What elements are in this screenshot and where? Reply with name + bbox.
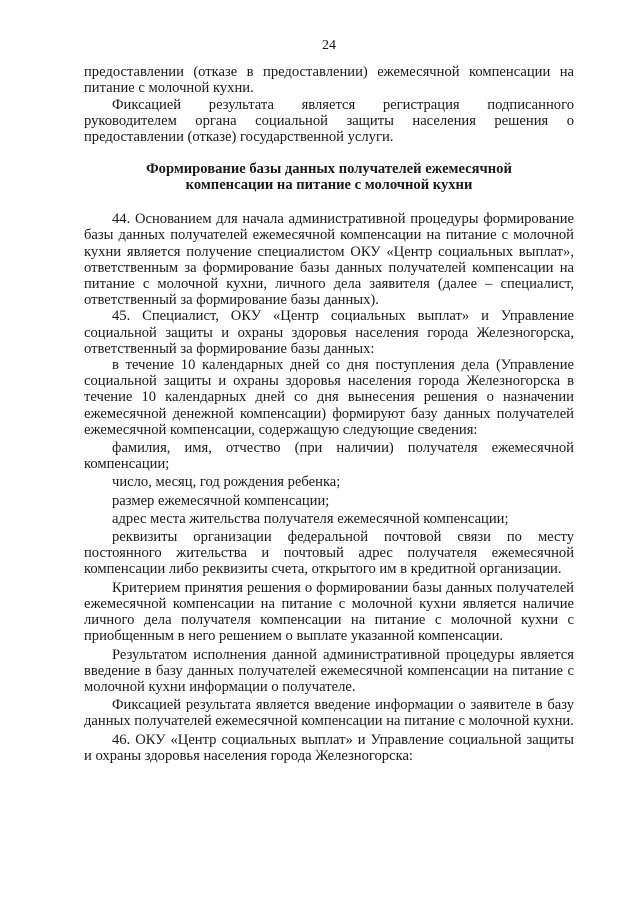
- paragraph-45-term: в течение 10 календарных дней со дня поступления дела (Управление социальной защиты и охраны здоровья населения города Железногорска в течение 10 календарных дней со дня вынесения решения о назначении ежемесячной денежной компенсации) формируют базу данных получателей ежемесячной компенсации, содержащую следующие сведения:: [84, 357, 574, 438]
- paragraph-45: 45. Специалист, ОКУ «Центр социальных выплат» и Управление социальной защиты и охраны здоровья населения города Железногорска, ответственный за формирование базы данных:: [84, 308, 574, 357]
- paragraph-fixation: Фиксацией результата является регистрация подписанного руководителем органа социальной защиты населения решения о предоставлении (отказе) государственной услуги.: [84, 96, 574, 146]
- paragraph-46: 46. ОКУ «Центр социальных выплат» и Управление социальной защиты и охраны здоровья населения города Железногорска:: [84, 731, 574, 764]
- section-heading: [84, 161, 574, 193]
- list-item-requisites: реквизиты организации федеральной почтовой связи по месту постоянного жительства и почтовый адрес получателя ежемесячной компенсации либо реквизиты счета, открытого им в кредитной организации.: [84, 529, 574, 578]
- paragraph-44: 44. Основанием для начала административной процедуры формирование базы данных получателей ежемесячной компенсации на питание с молочной кухни является получение специалистом ОКУ «Центр социальных выплат», ответственным за формирование базы данных получателей компенсации на питание с молочной кухни, личного дела заявителя (далее – специалист, ответственный за формирование базы данных).: [84, 211, 574, 309]
- section-heading-line-2: компенсации на питание с молочной кухни: [185, 177, 473, 194]
- page-number: 24: [322, 38, 336, 53]
- paragraph-fixation-result: Фиксацией результата является введение информации о заявителе в базу данных получателей ежемесячной компенсации на питание с молочной кухни.: [84, 697, 574, 730]
- list-item-fio: фамилия, имя, отчество (при наличии) получателя ежемесячной компенсации;: [84, 440, 574, 473]
- list-item-address: адрес места жительства получателя ежемесячной компенсации;: [112, 510, 509, 527]
- paragraph-criterion: Критерием принятия решения о формировании базы данных получателей ежемесячной компенсации на питание с молочной кухни является наличие личного дела получателя компенсации на питание с молочной кухни с приобщенным в него решением о выплате указанной компенсации.: [84, 579, 574, 645]
- section-heading-line-1: Формирование базы данных получателей ежемесячной: [146, 161, 512, 178]
- paragraph-result: Результатом исполнения данной административной процедуры является введение в базу данных получателей ежемесячной компенсации на питание с молочной кухни информации о получателе.: [84, 646, 574, 695]
- list-item-birthdate: число, месяц, год рождения ребенка;: [112, 474, 341, 491]
- list-item-amount: размер ежемесячной компенсации;: [112, 492, 330, 509]
- paragraph-continuation: предоставлении (отказе в предоставлении) ежемесячной компенсации на питание с молочной кухни.: [84, 64, 574, 97]
